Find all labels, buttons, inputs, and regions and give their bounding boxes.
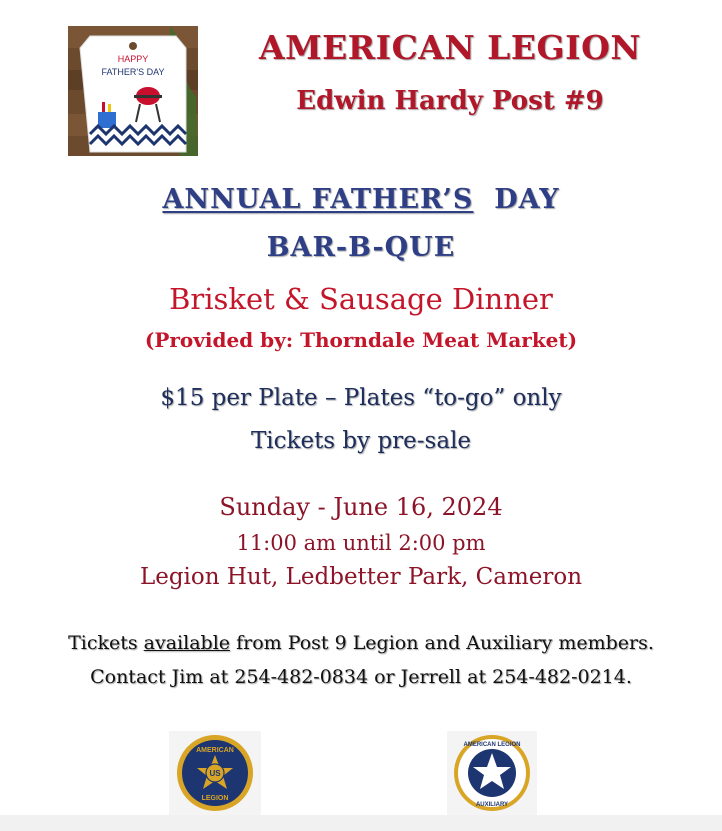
fathers-day-grill-tag-icon [68,26,198,156]
event-title-line1 [0,184,722,215]
logo-line1: HAPPY [117,54,149,64]
logo-line2: FATHER'S DAY [101,67,165,77]
price-line: $15 per Plate – Plates “to-go” only [160,385,562,411]
tickets-presale-line: Tickets by pre-sale [250,428,472,454]
event-title-underlined: ANNUAL FATHER’S [162,184,474,215]
footer-bar [0,815,722,831]
post-name: Edwin Hardy Post #9 [296,86,604,116]
legion-emblem-top-text: AMERICAN [196,747,234,754]
tickets-availability [0,632,722,654]
american-legion-emblem-icon [169,731,261,815]
event-time: 11:00 am until 2:00 pm [236,531,486,555]
event-title-line2: BAR-B-QUE [266,232,456,263]
american-legion-auxiliary-emblem-icon [447,731,537,815]
dinner-heading: Brisket & Sausage Dinner [169,282,553,316]
legion-emblem-bottom-text: LEGION [201,795,229,802]
aux-emblem-top-text: AMERICAN LEGION [463,742,521,748]
tickets-suffix: from Post 9 Legion and Auxiliary members. [236,632,654,654]
tickets-available-link[interactable]: available [143,632,231,654]
contact-line: Contact Jim at 254-482-0834 or Jerrell at 254-482-0214. [90,666,632,688]
event-title-day: DAY [494,184,560,215]
provided-by: (Provided by: Thorndale Meat Market) [144,328,578,352]
event-date: Sunday - June 16, 2024 [219,493,503,521]
aux-emblem-bottom-text: AUXILIARY [475,802,509,808]
event-location: Legion Hut, Ledbetter Park, Cameron [139,564,583,590]
tickets-prefix: Tickets [68,632,138,654]
org-title: AMERICAN LEGION [258,28,642,67]
legion-emblem-center-text: US [209,769,221,778]
